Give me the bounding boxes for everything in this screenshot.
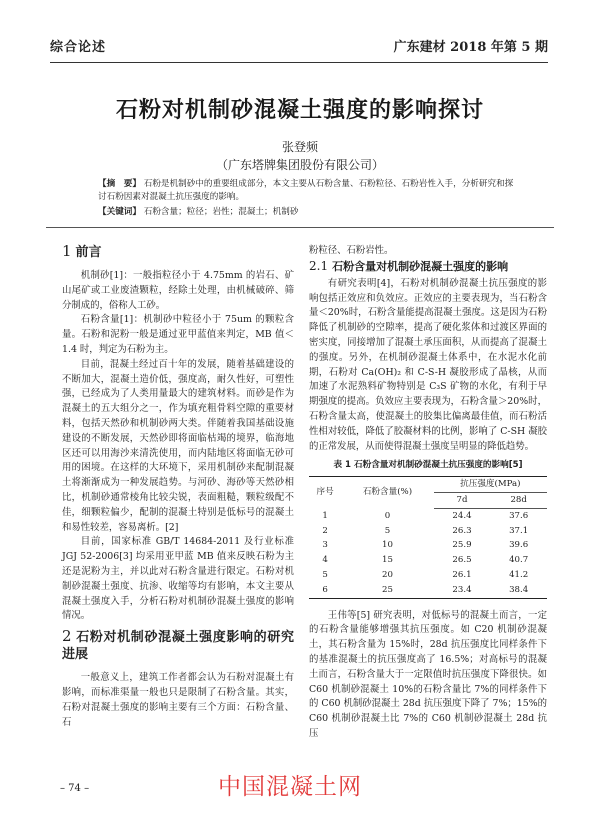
keywords <box>98 206 520 219</box>
col-header-content: 石粉含量(%) <box>341 477 433 509</box>
keywords-label: 【关键词】 <box>98 207 141 217</box>
paragraph: 目前，国家标准 GB/T 14684-2011 及行业标准 JGJ 52-2006[3] 均采用亚甲蓝 MB 值来反映石粉为主还是泥粉为主，并以此对石粉含量进行限定。石粉对机制砂混凝土强度、抗渗、收缩等均有影响，本文主要从混凝土强度入手，分析石粉对机制砂混凝土强度的影响情况。 <box>62 536 294 622</box>
watermark: 中国混凝土网 <box>218 774 362 800</box>
paragraph: 石粉含量[1]：机制砂中粒径小于 75um 的颗粒含量。石粉和泥粉一般是通过亚甲蓝值来判定，MB 值＜1.4 时，判定为石粉为主。 <box>62 314 294 355</box>
table-row: 4 15 26.5 40.7 <box>322 555 529 566</box>
table-row: 6 25 23.4 38.4 <box>309 583 547 598</box>
abstract-rule <box>46 227 554 228</box>
paragraph: 王伟等[5] 研究表明，对低标号的混凝土而言，一定的石粉含量能够增强其抗压强度。如 C20 机制砂混凝土，其石粉含量为 15%时，28d 抗压强度比同样条件下的基准混凝土的抗压强度高了 16.5%；对高标号的混凝土而言，石粉含量大于一定限值时抗压强度下降很快。如 C60 机制砂混凝土 10%的石粉含量比 7%的同样条件下的 C60 机制砂混凝土 28d 抗压强度下降了 7%；15%的 C60 机制砂混凝土比 7%的 C60 机制砂混凝土 28d 抗压 <box>309 609 547 739</box>
section-label: 综合论述 <box>50 40 107 55</box>
affiliation: （广东塔牌集团股份有限公司） <box>215 158 384 172</box>
col-header-28d: 28d <box>490 492 547 508</box>
paragraph: 目前，混凝土经过百十年的发展，随着基础建设的不断加大，混凝土造价低，强度高，耐久性好，可塑性强，已经成为了人类用量最大的建筑材料。而砂是作为混凝土的五大组分之一，作为填充粗骨料空隙的重要材料，包括天然砂和机制砂两大类。伴随着我国基础设施建设的不断发展，天然砂即将面临枯竭的境界，临海地区还可以用海沙来清洗使用，而内陆地区将面临无砂可用的困境。在这样的大环境下，采用机制砂来配制混凝土将渐渐成为一种发展趋势。与河砂、海砂等天然砂相比，机制砂通常棱角比较尖锐，表面粗糙，颗粒级配不佳，细颗粒偏少，配制的混凝土特别是低标号的混凝土和易性较差，容易离析。[2] <box>62 358 294 533</box>
section-1-heading: 1 前言 <box>62 242 102 260</box>
author: 张登频 <box>281 140 318 154</box>
col-header-seq: 序号 <box>309 477 341 509</box>
col-header-7d: 7d <box>434 492 491 508</box>
table-caption: 表 1 石粉含量对机制砂混凝土抗压强度的影响[5] <box>333 460 523 471</box>
table-row: 1 0 24.4 37.6 <box>322 510 529 521</box>
section-2-heading: 2 石粉对机制砂混凝土强度影响的研究进展 <box>62 627 294 663</box>
paragraph: 机制砂[1]：一般指粒径小于 4.75mm 的岩石、矿山尾矿或工业废渣颗粒，经除土处理，由机械破碎、筛分制成的，俗称人工砂。 <box>62 270 294 311</box>
subsection-2-1-heading: 2.1 石粉含量对机制砂混凝土强度的影响 <box>309 258 509 273</box>
right-column <box>309 244 547 742</box>
abstract-text: 石粉是机制砂中的重要组成部分，本文主要从石粉含量、石粉粒径、石粉岩性入手，分析研究和探讨石粉因素对混凝土抗压强度的影响。 <box>98 179 514 202</box>
paragraph: 有研究表明[4]，石粉对机制砂混凝土抗压强度的影响包括正效应和负效应。正效应的主要表现为，当石粉含量＜20%时，石粉含量能提高混凝土强度。这是因为石粉降低了机制砂的空隙率，提高了硬化浆体和过渡区界面的密实度，同接增加了混凝土承压面积，从而提高了混凝土的强度。另外，在机制砂混凝土体系中，在水泥水化前期，石粉对 Ca(OH)₂ 和 C-S-H 凝胶形成了晶核，从而加速了水泥熟料矿物特别是 C₃S 矿物的水化，有利于早期强度的提高。负效应主要表现为，石粉含量＞20%时，石粉含量太高，使混凝土的胶集比偏离最佳值，而石粉活性相对较低，降低了胶凝材料的比例，影响了 C-SH 凝胶的正常发展，从而使得混凝土强度呈明显的降低趋势。 <box>309 277 547 452</box>
left-column <box>62 243 294 730</box>
journal-issue: 广东建材 2018 年第 5 期 <box>393 40 548 55</box>
abstract <box>98 178 520 204</box>
paragraph-continued: 粉粒径、石粉岩性。 <box>309 245 394 256</box>
running-header <box>50 36 548 58</box>
col-header-strength: 抗压强度(MPa) <box>434 477 547 493</box>
table-row: 5 20 26.1 41.2 <box>322 569 529 580</box>
paragraph: 一般意义上，建筑工作者都会认为石粉对混凝土有影响，而标准渠量一般也只是限制了石粉含量。其实，石粉对混凝土强度的影响主要有三个方面：石粉含量、石 <box>62 672 294 728</box>
table-row: 2 5 26.3 37.1 <box>322 525 529 536</box>
header-rule <box>50 62 548 63</box>
article-title: 石粉对机制砂混凝土强度的影响探讨 <box>115 98 484 123</box>
abstract-label: 【摘 要】 <box>98 179 141 189</box>
table-row: 3 10 25.9 39.6 <box>322 540 529 551</box>
data-table <box>309 476 547 598</box>
page-number: – 74 – <box>60 783 90 794</box>
keywords-text: 石粉含量；粒径；岩性；混凝土；机制砂 <box>143 207 299 217</box>
